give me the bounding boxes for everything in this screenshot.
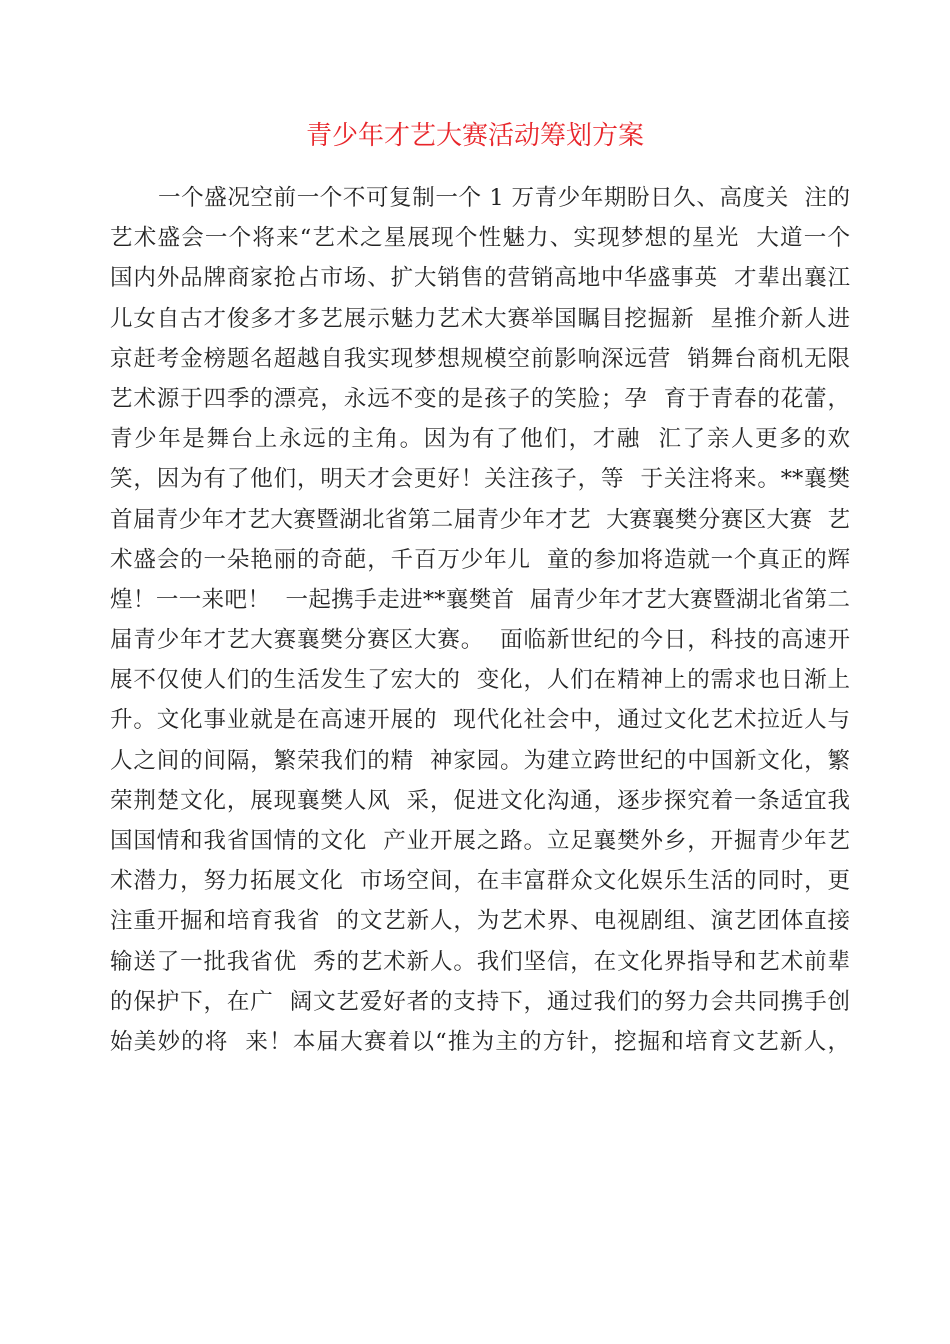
paragraph-line: 人之间的间隔，繁荣我们的精 神家园。为建立跨世纪的中国新文化，繁 bbox=[110, 747, 850, 774]
paragraph-line: 儿女自古才俊多才多艺展示魅力艺术大赛举国瞩目挖掘新 星推介新人进 bbox=[110, 305, 850, 332]
paragraph-line: 术盛会的一朵艳丽的奇葩，千百万少年儿 童的参加将造就一个真正的辉 bbox=[110, 546, 850, 573]
paragraph-line: 升。文化事业就是在高速开展的 现代化社会中，通过文化艺术拉近人与 bbox=[110, 707, 850, 734]
paragraph-line: 输送了一批我省优 秀的艺术新人。我们坚信，在文化界指导和艺术前辈 bbox=[110, 948, 850, 975]
paragraph-line: 注重开掘和培育我省 的文艺新人，为艺术界、电视剧组、演艺团体直接 bbox=[110, 908, 850, 935]
paragraph-line: 展不仅使人们的生活发生了宏大的 变化，人们在精神上的需求也日渐上 bbox=[110, 667, 850, 694]
document-title: 青少年才艺大赛活动筹划方案 bbox=[305, 121, 644, 151]
paragraph-line: 青少年是舞台上永远的主角。因为有了他们，才融 汇了亲人更多的欢 bbox=[110, 426, 850, 453]
paragraph-line: 的保护下，在广 阔文艺爱好者的支持下，通过我们的努力会共同携手创 bbox=[110, 988, 850, 1015]
paragraph-line: 煌！一一来吧！ 一起携手走进**襄樊首 届青少年才艺大赛暨湖北省第二 bbox=[110, 586, 850, 613]
paragraph-line: 艺术源于四季的漂亮，永远不变的是孩子的笑脸；孕 育于青春的花蕾， bbox=[110, 385, 850, 412]
paragraph-line: 荣荆楚文化，展现襄樊人风 采，促进文化沟通，逐步探究着一条适宜我 bbox=[110, 787, 850, 814]
paragraph-line: 国内外品牌商家抢占市场、扩大销售的营销高地中华盛事英 才辈出襄江 bbox=[110, 265, 850, 292]
paragraph-line: 一个盛况空前一个不可复制一个 1 万青少年期盼日久、高度关 注的 bbox=[158, 185, 850, 211]
paragraph-line: 国国情和我省国情的文化 产业开展之路。立足襄樊外乡，开掘青少年艺 bbox=[110, 828, 850, 854]
paragraph-line: 术潜力，努力拓展文化 市场空间，在丰富群众文化娱乐生活的同时，更 bbox=[110, 868, 850, 895]
paragraph-line: 艺术盛会一个将来“艺术之星展现个性魅力、实现梦想的星光 大道一个 bbox=[110, 225, 850, 252]
document-body bbox=[110, 178, 850, 1062]
paragraph-line: 届青少年才艺大赛襄樊分赛区大赛。 面临新世纪的今日，科技的高速开 bbox=[110, 627, 850, 654]
paragraph-line: 始美妙的将 来！本届大赛着以“推为主的方针，挖掘和培育文艺新人， bbox=[110, 1028, 850, 1055]
paragraph-line: 笑，因为有了他们，明天才会更好！关注孩子，等 于关注将来。**襄樊 bbox=[110, 466, 850, 493]
paragraph-line: 首届青少年才艺大赛暨湖北省第二届青少年才艺 大赛襄樊分赛区大赛 艺 bbox=[110, 506, 850, 533]
paragraph-line: 京赶考金榜题名超越自我实现梦想规模空前影响深远营 销舞台商机无限 bbox=[110, 345, 850, 372]
